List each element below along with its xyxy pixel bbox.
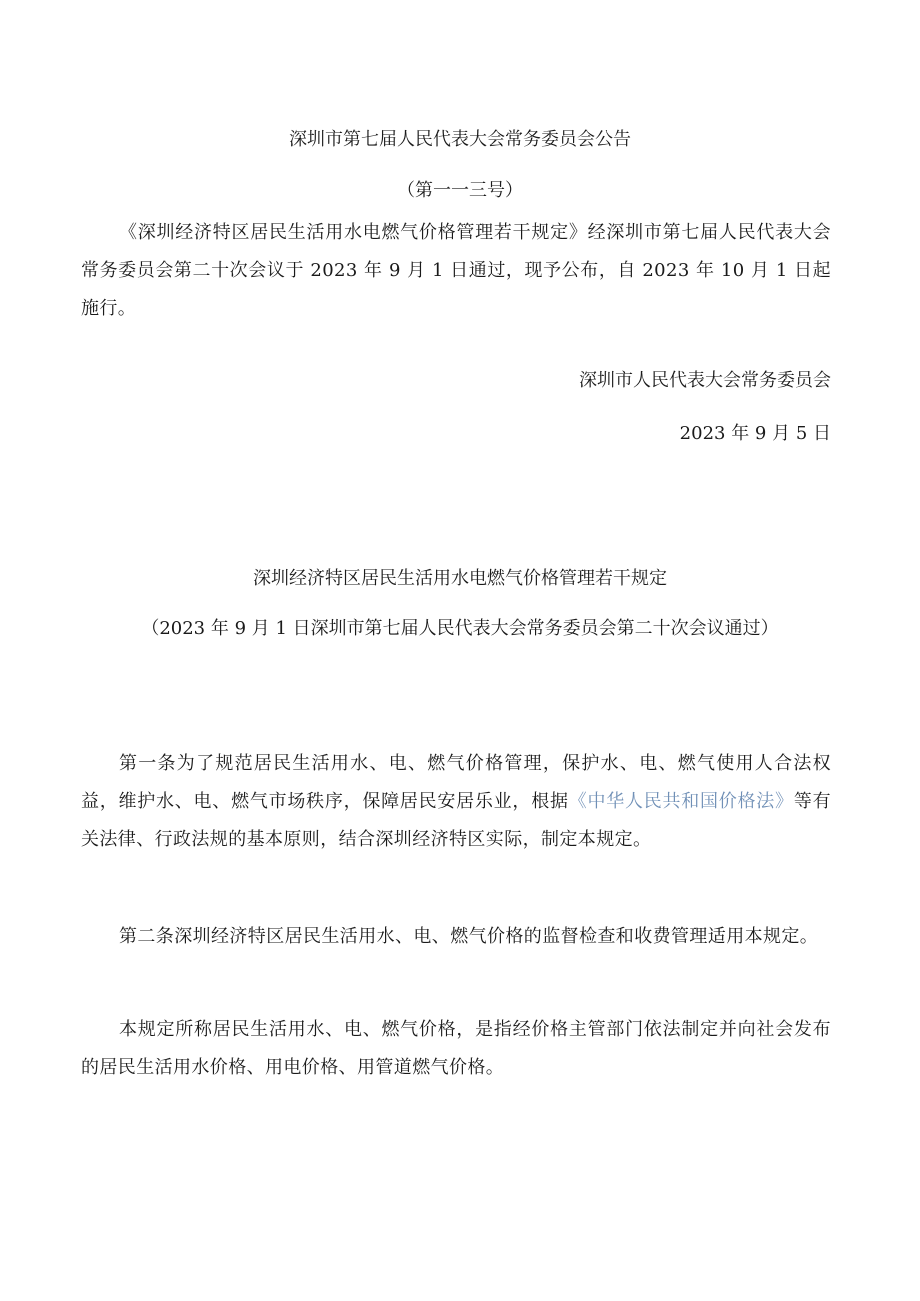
regulation-adoption-note: （2023 年 9 月 1 日深圳市第七届人民代表大会常务委员会第二十次会议通过） bbox=[141, 618, 779, 639]
price-law-link[interactable]: 《中华人民共和国价格法》 bbox=[568, 791, 794, 812]
announcement-number: （第一一三号） bbox=[397, 180, 523, 201]
announcement-body: 《深圳经济特区居民生活用水电燃气价格管理若干规定》经深圳市第七届人民代表大会常务委员会第二十次会议于 2023 年 9 月 1 日通过，现予公布，自 2023 年 10 月 1 日起施行。 bbox=[81, 222, 831, 319]
regulation-title: 深圳经济特区居民生活用水电燃气价格管理若干规定 bbox=[253, 568, 667, 589]
article-1 bbox=[81, 745, 831, 859]
article-2: 第二条深圳经济特区居民生活用水、电、燃气价格的监督检查和收费管理适用本规定。 bbox=[119, 926, 819, 947]
article-1-text-before-link: 第一条为了规范居民生活用水、电、燃气价格管理，保护水、电、燃气使用人合法权益，维护水、电、燃气市场秩序，保障居民安居乐业，根据 bbox=[81, 753, 831, 812]
announcement-title: 深圳市第七届人民代表大会常务委员会公告 bbox=[289, 129, 631, 150]
announcement-date: 2023 年 9 月 5 日 bbox=[679, 423, 831, 444]
article-2-paragraph-2: 本规定所称居民生活用水、电、燃气价格，是指经价格主管部门依法制定并向社会发布的居民生活用水价格、用电价格、用管道燃气价格。 bbox=[81, 1019, 831, 1078]
announcement-signer: 深圳市人民代表大会常务委员会 bbox=[579, 370, 831, 391]
article-1-text-after-link: 等有关法律、行政法规的基本原则，结合深圳经济特区实际，制定本规定。 bbox=[81, 791, 831, 850]
